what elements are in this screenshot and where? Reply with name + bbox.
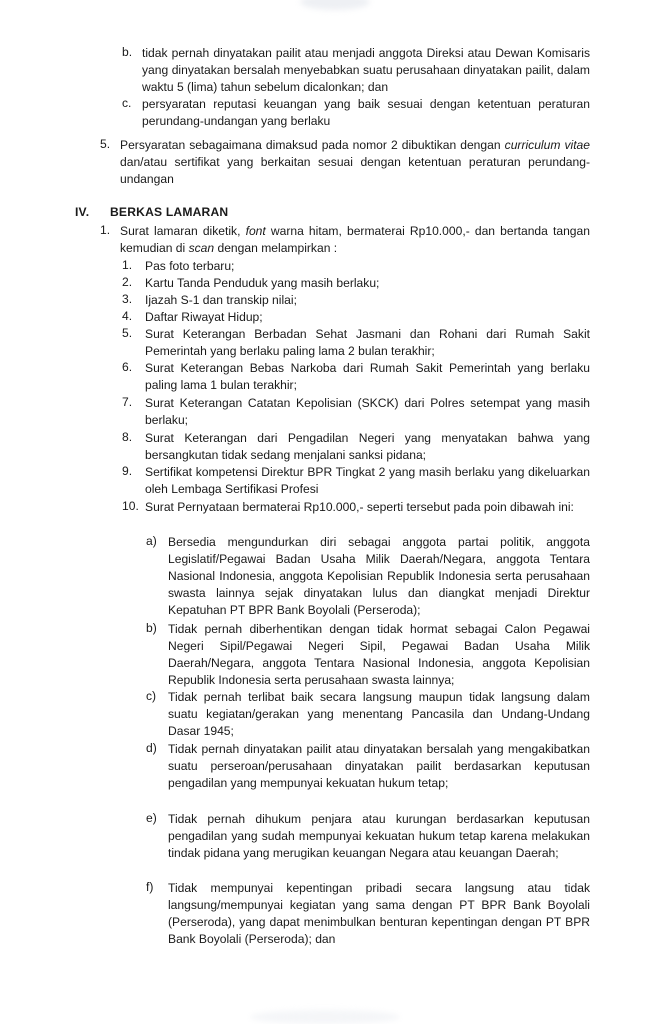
item-text: Kartu Tanda Penduduk yang masih berlaku; (145, 276, 380, 290)
item-label: e) (146, 811, 157, 825)
item-text: Tidak pernah dinyatakan pailit atau dinyatakan bersalah yang mengakibatkan suatu perseroan/perusahaan dinyatakan pailit berdasarkan keputusan pengadilan yang mempunyai kekuatan hukum tetap; (168, 742, 590, 790)
item-text: Sertifikat kompetensi Direktur BPR Tingkat 2 yang masih berlaku yang dikeluarkan oleh Lembaga Sertifikasi Profesi (145, 465, 590, 496)
item-label: 1. (100, 223, 111, 237)
item-text: Surat Keterangan Berbadan Sehat Jasmani dan Rohani dari Rumah Sakit Pemerintah yang berlaku paling lama 2 bulan terakhir; (145, 327, 590, 358)
item-label: 1. (122, 258, 133, 272)
item-text: Persyaratan sebagaimana dimaksud pada nomor 2 dibuktikan dengan curriculum vitae dan/atau sertifikat yang berkaitan sesuai dengan ketentuan peraturan perundang-undangan (120, 138, 591, 186)
scan-smudge (250, 1010, 400, 1024)
item-text: Daftar Riwayat Hidup; (145, 310, 263, 324)
item-label: 3. (122, 292, 133, 306)
item-label: f) (146, 880, 154, 894)
item-label: 7. (122, 395, 133, 409)
item-label: 6. (122, 360, 133, 374)
scan-smudge (300, 0, 370, 10)
item-label: 5. (100, 137, 111, 151)
section-number: IV. (75, 205, 90, 219)
item-text: Tidak pernah terlibat baik secara langsung maupun tidak langsung dalam suatu kegiatan/gerakan yang menentang Pancasila dan Undang-Undang Dasar 1945; (168, 690, 590, 738)
section-heading (75, 205, 228, 219)
item-label: b. (122, 45, 133, 59)
item-text: Tidak pernah diberhentikan dengan tidak hormat sebagai Calon Pegawai Negeri Sipil/Pegawai Negeri Sipil, Pegawai Badan Usaha Milik Daerah/Negara, anggota Tentara Nasional Indonesia, anggota Kepolisian Republik Indonesia serta perusahaan swasta lainnya; (168, 622, 590, 687)
item-label: d) (146, 741, 157, 755)
item-text: Bersedia mengundurkan diri sebagai anggota partai politik, anggota Legislatif/Pegawai Badan Usaha Milik Daerah/Negara, anggota Tentara Nasional Indonesia, anggota Kepolisian Republik Indonesia serta perusahaan swasta lainnya sejak dinyatakan lulus dan diangkat menjadi Direktur Kepatuhan PT BPR Bank Boyolali (Perseroda); (168, 535, 590, 617)
item-label: 5. (122, 326, 133, 340)
item-text: persyaratan reputasi keuangan yang baik sesuai dengan ketentuan peraturan perundang-undangan yang berlaku (142, 97, 590, 128)
item-text: Tidak mempunyai kepentingan pribadi secara langsung atau tidak langsung/mempunyai kegiatan yang sama dengan PT BPR Bank Boyolali (Perseroda), yang dapat menimbulkan benturan kepentingan dengan PT BPR Bank Boyolali (Perseroda); dan (168, 881, 590, 946)
item-label: 4. (122, 309, 133, 323)
section-title: BERKAS LAMARAN (110, 205, 229, 219)
item-label: b) (146, 621, 157, 635)
item-text: Surat Pernyataan bermaterai Rp10.000,- seperti tersebut pada poin dibawah ini: (145, 500, 574, 514)
item-label: c. (122, 96, 132, 110)
item-label: a) (146, 534, 157, 548)
item-label: c) (146, 689, 157, 703)
item-label: 2. (122, 275, 133, 289)
item-text: Pas foto terbaru; (145, 259, 235, 273)
item-label: 8. (122, 430, 133, 444)
item-text: tidak pernah dinyatakan pailit atau menjadi anggota Direksi atau Dewan Komisaris yang dinyatakan bersalah menyebabkan suatu perusahaan dinyatakan pailit, dalam waktu 5 (lima) tahun sebelum dicalonkan; dan (142, 46, 590, 94)
item-label: 9. (122, 464, 133, 478)
item-text: Tidak pernah dihukum penjara atau kurungan berdasarkan keputusan pengadilan yang sudah mempunyai kekuatan hukum tetap karena melakukan tindak pidana yang merugikan keuangan Negara atau keuangan Daerah; (168, 812, 590, 860)
item-text: Ijazah S-1 dan transkip nilai; (145, 293, 297, 307)
item-text: Surat Keterangan dari Pengadilan Negeri yang menyatakan bahwa yang bersangkutan tidak sedang menjalani sanksi pidana; (145, 431, 590, 462)
item-label: 10. (122, 499, 139, 513)
item-text: Surat Keterangan Bebas Narkoba dari Rumah Sakit Pemerintah yang berlaku paling lama 1 bulan terakhir; (145, 361, 590, 392)
item-text: Surat lamaran diketik, font warna hitam, bermaterai Rp10.000,- dan bertanda tangan kemudian di scan dengan melampirkan : (120, 224, 590, 255)
item-text: Surat Keterangan Catatan Kepolisian (SKCK) dari Polres setempat yang masih berlaku; (145, 396, 590, 427)
